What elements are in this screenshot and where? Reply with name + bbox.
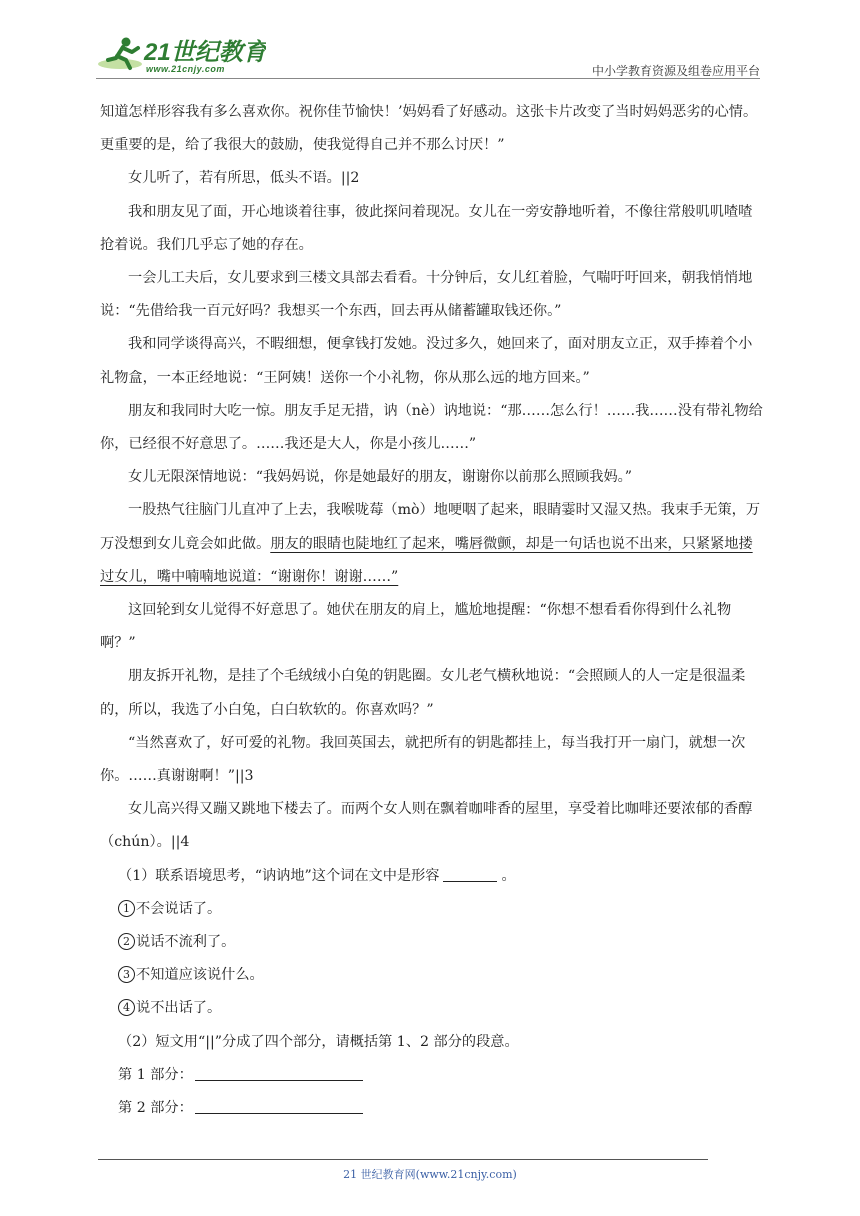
answer-blank[interactable]	[443, 867, 497, 882]
part-1-label: 第 1 部分：	[118, 1066, 193, 1083]
option-number: 3	[118, 966, 135, 983]
paragraph-11: “当然喜欢了，好可爱的礼物。我回英国去，就把所有的钥匙都挂上，每当我打开一扇门，就想一次你。……真谢谢啊！”||3	[100, 734, 746, 785]
option-text: 不知道应该说什么。	[136, 967, 264, 984]
footer-divider	[98, 1159, 708, 1160]
paragraph-3: 我和朋友见了面，开心地谈着往事，彼此探问着现况。女儿在一旁安静地听着，不像往常般叽叽喳喳抢着说。我们几乎忘了她的存在。	[100, 203, 753, 253]
option-4[interactable]	[100, 992, 765, 1025]
option-number: 2	[118, 933, 135, 950]
option-text: 不会说话了。	[136, 900, 222, 917]
question-1-text: （1）联系语境思考，“讷讷地”这个词在文中是形容	[118, 867, 440, 884]
question-2: （2）短文用“||”分成了四个部分，请概括第 1、2 部分的段意。	[118, 1033, 519, 1050]
footer-link[interactable]: 21 世纪教育网(www.21cnjy.com)	[343, 1168, 517, 1181]
article-body	[100, 96, 765, 1125]
paragraph-9: 这回轮到女儿觉得不好意思了。她伏在朋友的肩上，尴尬地提醒：“你想不想看看你得到什么礼物啊？”	[100, 602, 732, 652]
site-logo[interactable]	[96, 34, 266, 78]
logo-text: 21世纪教育	[144, 39, 266, 66]
option-number: 4	[118, 999, 135, 1016]
paragraph-12: 女儿高兴得又蹦又跳地下楼去了。而两个女人则在飘着咖啡香的屋里，享受着比咖啡还要浓郁的香醇（chún）。||4	[100, 801, 753, 851]
paragraph-6: 朋友和我同时大吃一惊。朋友手足无措，讷（nè）讷地说：“那……怎么行！……我……没有带礼物给你，已经很不好意思了。……我还是大人，你是小孩儿……”	[100, 402, 763, 453]
question-1-end: 。	[501, 867, 516, 884]
option-1[interactable]	[100, 893, 765, 926]
paragraph-8	[100, 494, 765, 594]
question-1	[100, 860, 765, 893]
option-number: 1	[118, 900, 135, 917]
page-header	[96, 30, 760, 80]
paragraph-4: 一会儿工夫后，女儿要求到三楼文具部去看看。十分钟后，女儿红着脸，气喘吁吁回来，朝我悄悄地说：“先借给我一百元好吗？我想买一个东西，回去再从储蓄罐取钱还你。”	[100, 270, 753, 320]
option-text: 说不出话了。	[136, 1000, 222, 1017]
paragraph-8-text: 一股热气往脑门儿直冲了上去，我喉咙莓（mò）地哽咽了起来，眼睛霎时又湿又热。我束手无策，万万没想到女儿竟会如此做。	[100, 502, 761, 552]
underlined-sentence: 朋友的眼睛也陡地红了起来，嘴唇微颤，却是一句话也说不出来，只紧紧地搂过女儿，嘴中喃喃地说道：“谢谢你！谢谢……”	[100, 535, 753, 585]
header-divider	[96, 78, 760, 79]
paragraph-2: 女儿听了，若有所思，低头不语。||2	[128, 170, 360, 187]
option-2[interactable]	[100, 926, 765, 959]
part-1-blank[interactable]	[195, 1066, 363, 1081]
paragraph-7: 女儿无限深情地说：“我妈妈说，你是她最好的朋友，谢谢你以前那么照顾我妈。”	[128, 469, 632, 486]
option-text: 说话不流利了。	[136, 934, 236, 951]
option-3[interactable]	[100, 959, 765, 992]
part-2-blank[interactable]	[195, 1099, 363, 1114]
paragraph-1: 知道怎样形容我有多么喜欢你。祝你佳节愉快！’妈妈看了好感动。这张卡片改变了当时妈妈恶劣的心情。更重要的是，给了我很大的鼓励，使我觉得自己并不那么讨厌！”	[100, 104, 758, 154]
paragraph-5: 我和同学谈得高兴，不暇细想，便拿钱打发她。没过多久，她回来了，面对朋友立正，双手捧着个小礼物盒，一本正经地说：“王阿姨！送你一个小礼物，你从那么远的地方回来。”	[100, 336, 753, 386]
platform-name: 中小学教育资源及组卷应用平台	[591, 64, 760, 78]
part-2-answer	[100, 1092, 765, 1125]
logo-url: www.21cnjy.com	[146, 64, 225, 74]
paragraph-10: 朋友拆开礼物，是挂了个毛绒绒小白兔的钥匙圈。女儿老气横秋地说：“会照顾人的人一定是很温柔的，所以，我选了小白兔，白白软软的。你喜欢吗？”	[100, 668, 746, 718]
part-2-label: 第 2 部分：	[118, 1100, 193, 1117]
part-1-answer	[100, 1059, 765, 1092]
